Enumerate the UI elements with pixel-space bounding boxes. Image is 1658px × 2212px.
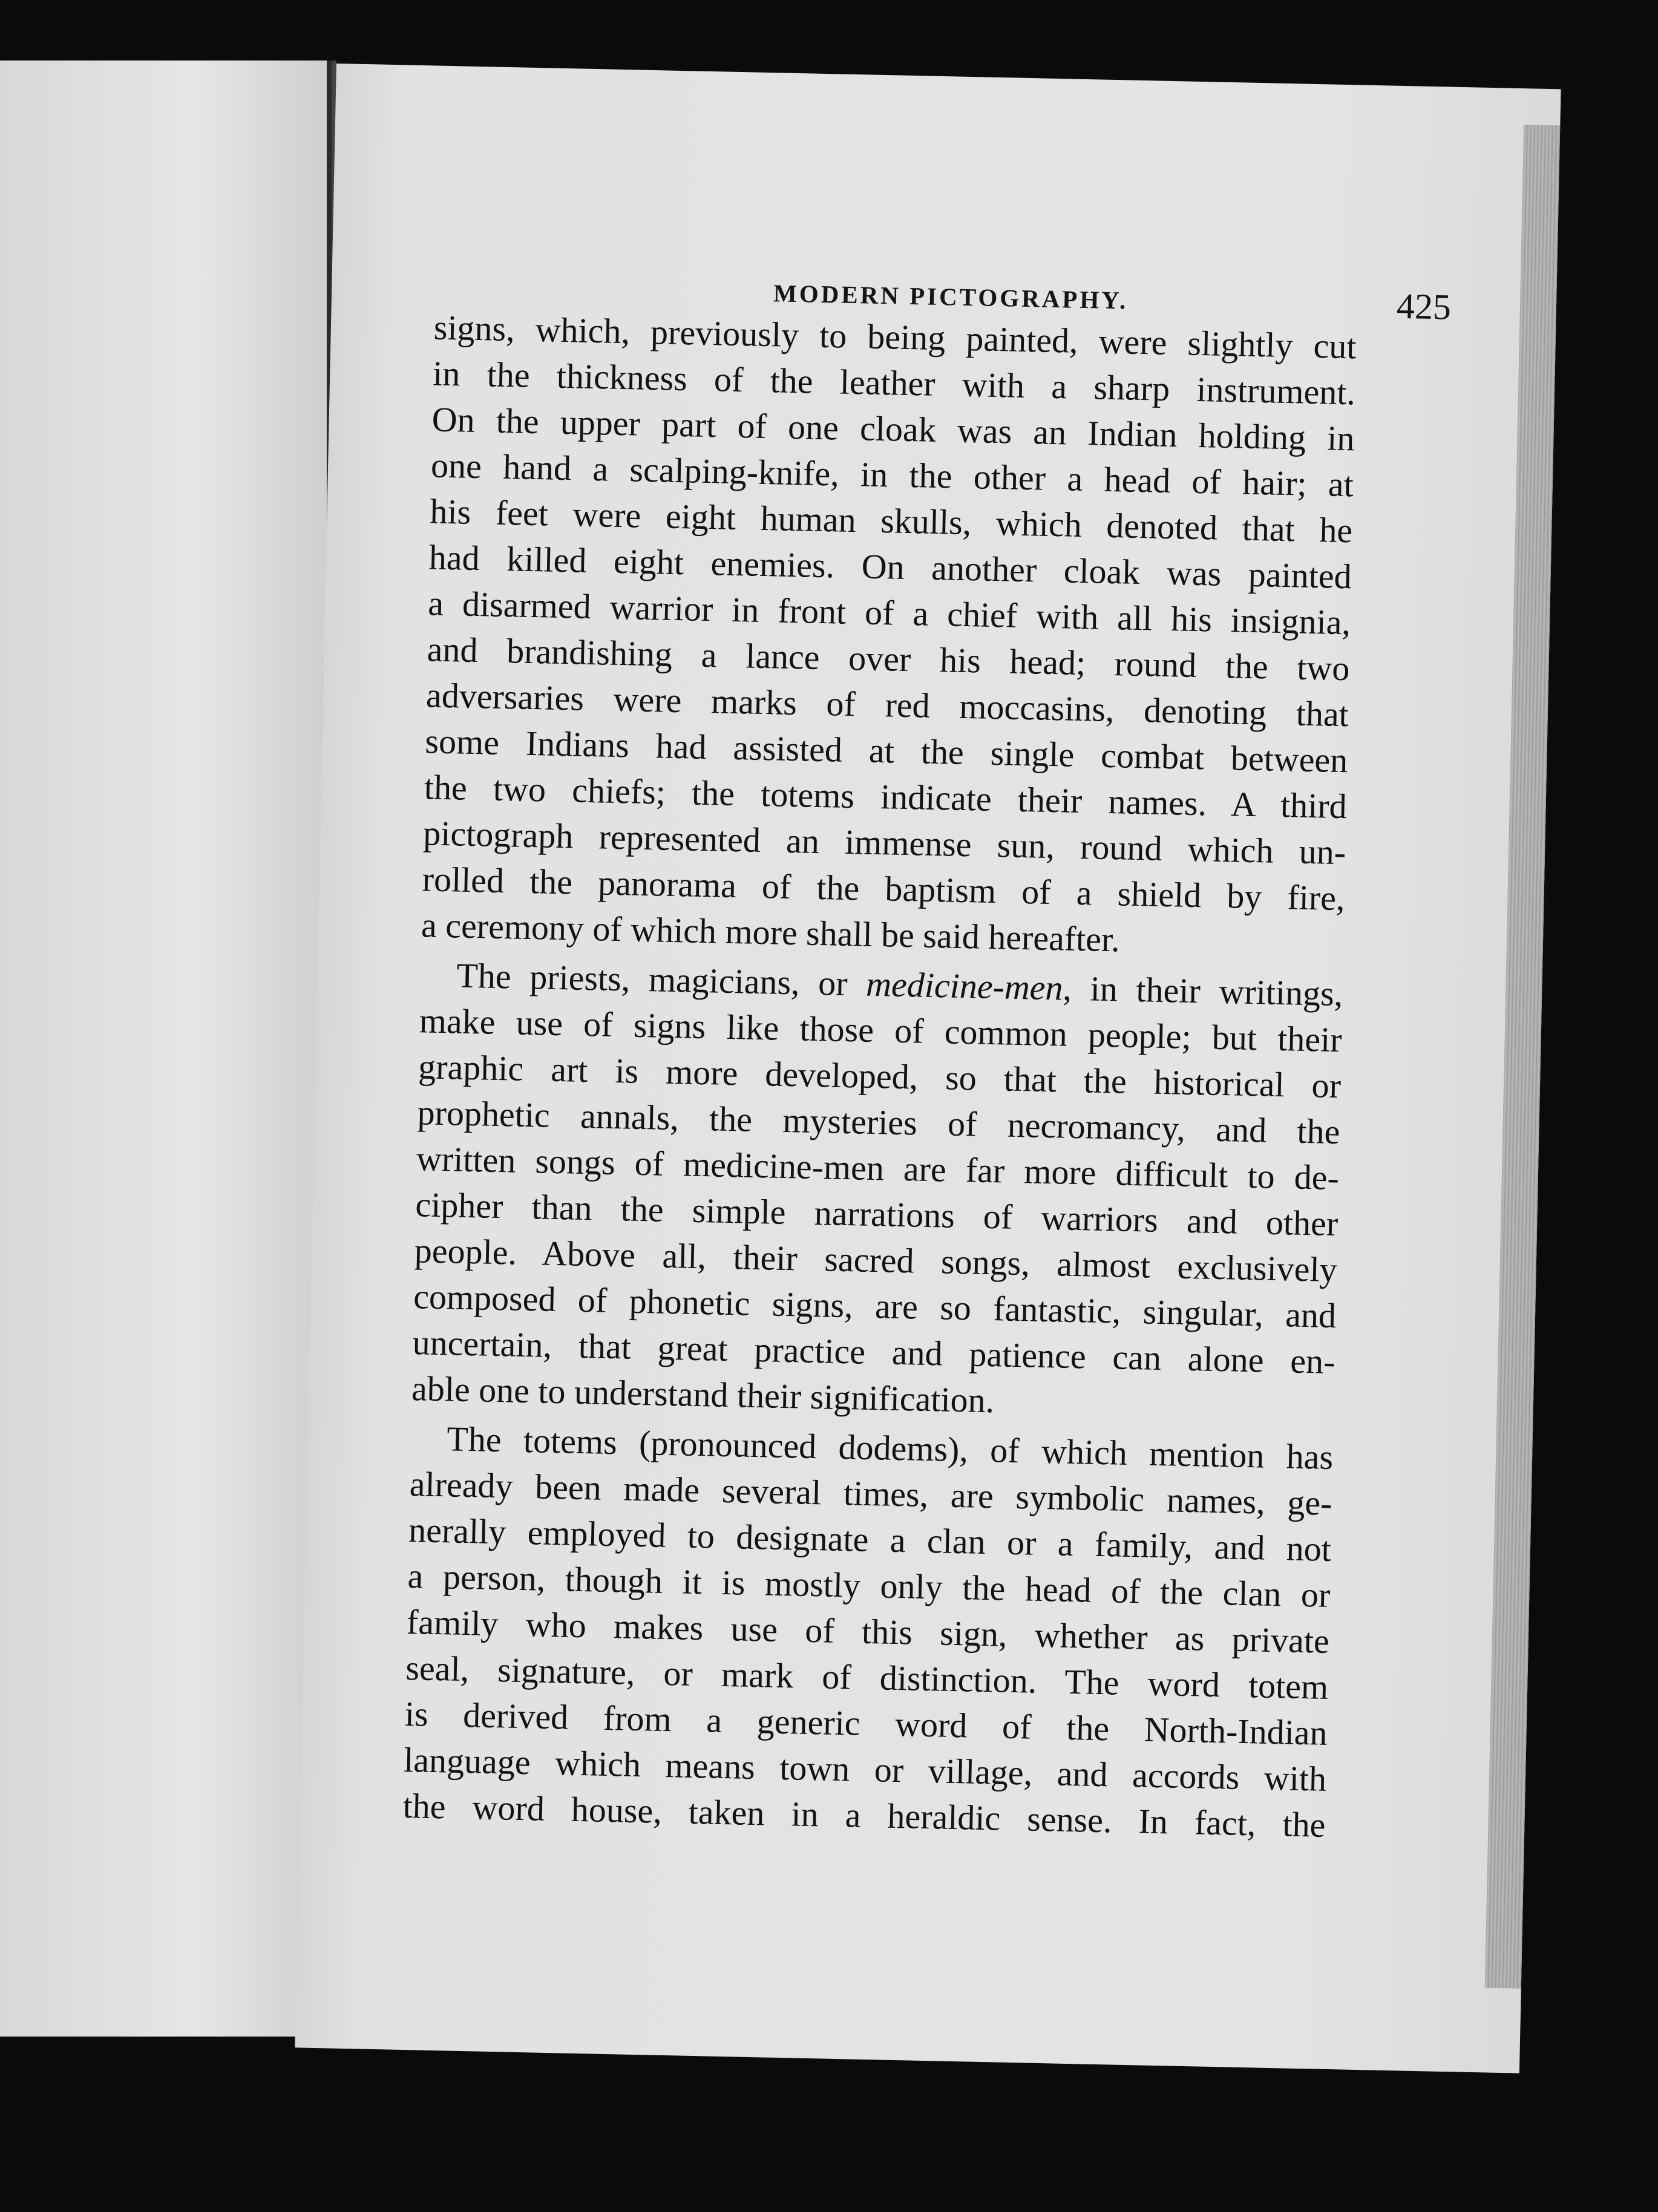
text-run: The priests, magicians, or	[456, 955, 867, 1004]
text-line: a disarmed warrior in front of a chief with all his insignia,	[427, 583, 1351, 643]
text-line: The totems (pronounced dodems), of which mention has	[446, 1419, 1334, 1477]
text-line: written songs of medicine-men are far more difficult to de-	[416, 1139, 1340, 1198]
text-line: seal, signature, or mark of distinction. The word totem	[405, 1648, 1329, 1707]
text-line: signs, which, previously to being painted, were slightly cut	[433, 307, 1357, 367]
text-line: and brandishing a lance over his head; round the two	[427, 629, 1351, 689]
page-number: 425	[1396, 286, 1452, 327]
text-line: nerally employed to designate a clan or a family, and not	[408, 1510, 1332, 1569]
text-line: composed of phonetic signs, are so fantastic, singular, and	[413, 1277, 1337, 1336]
text-line: in the thickness of the leather with a sharp instrument.	[432, 353, 1356, 413]
text-line: adversaries were marks of red moccasins, denoting that	[425, 675, 1349, 735]
text-line: On the upper part of one cloak was an Indian holding in	[431, 399, 1355, 459]
text-line: family who makes use of this sign, whether as private	[406, 1602, 1330, 1661]
text-line: prophetic annals, the mysteries of necromancy, and the	[417, 1093, 1341, 1152]
text-line: his feet were eight human skulls, which denoted that he	[429, 491, 1353, 551]
text-run: , in their writings,	[1062, 968, 1343, 1014]
page-edge-stack	[1485, 125, 1560, 1989]
text-line: uncertain, that great practice and patience can alone en-	[412, 1323, 1336, 1382]
text-line: the word house, taken in a heraldic sense. In fact, the	[402, 1785, 1326, 1845]
left-page-blank	[0, 61, 332, 2037]
running-head-title: MODERN PICTOGRAPHY.	[773, 279, 1129, 315]
text-line: one hand a scalping-knife, in the other a head of hair; at	[430, 445, 1354, 505]
text-line: a ceremony of which more shall be said hereafter.	[421, 905, 1121, 960]
text-line: graphic art is more developed, so that the historical or	[418, 1047, 1342, 1106]
text-line: a person, though it is mostly only the head of the clan or	[407, 1556, 1331, 1615]
italic-term: medicine-men	[865, 964, 1064, 1008]
text-line: able one to understand their signification.	[411, 1369, 995, 1421]
text-line: had killed eight enemies. On another cloak was painted	[428, 537, 1352, 597]
text-line: is derived from a generic word of the North-Indian	[404, 1693, 1328, 1753]
text-line: pictograph represented an immense sun, round which un-	[422, 813, 1346, 872]
text-line: already been made several times, are symbolic names, ge-	[409, 1464, 1333, 1523]
text-line: language which means town or village, and accords with	[403, 1739, 1327, 1799]
text-line: people. Above all, their sacred songs, almost exclusively	[414, 1231, 1338, 1290]
book-page	[295, 64, 1561, 2073]
body-text	[402, 304, 1357, 1848]
text-line: the two chiefs; the totems indicate their names. A third	[424, 767, 1348, 826]
text-line: some Indians had assisted at the single combat between	[424, 721, 1348, 780]
text-line: make use of signs like those of common people; but their	[419, 1001, 1343, 1060]
text-line: rolled the panorama of the baptism of a shield by fire,	[422, 859, 1346, 918]
text-line: cipher than the simple narrations of warriors and other	[414, 1185, 1339, 1244]
